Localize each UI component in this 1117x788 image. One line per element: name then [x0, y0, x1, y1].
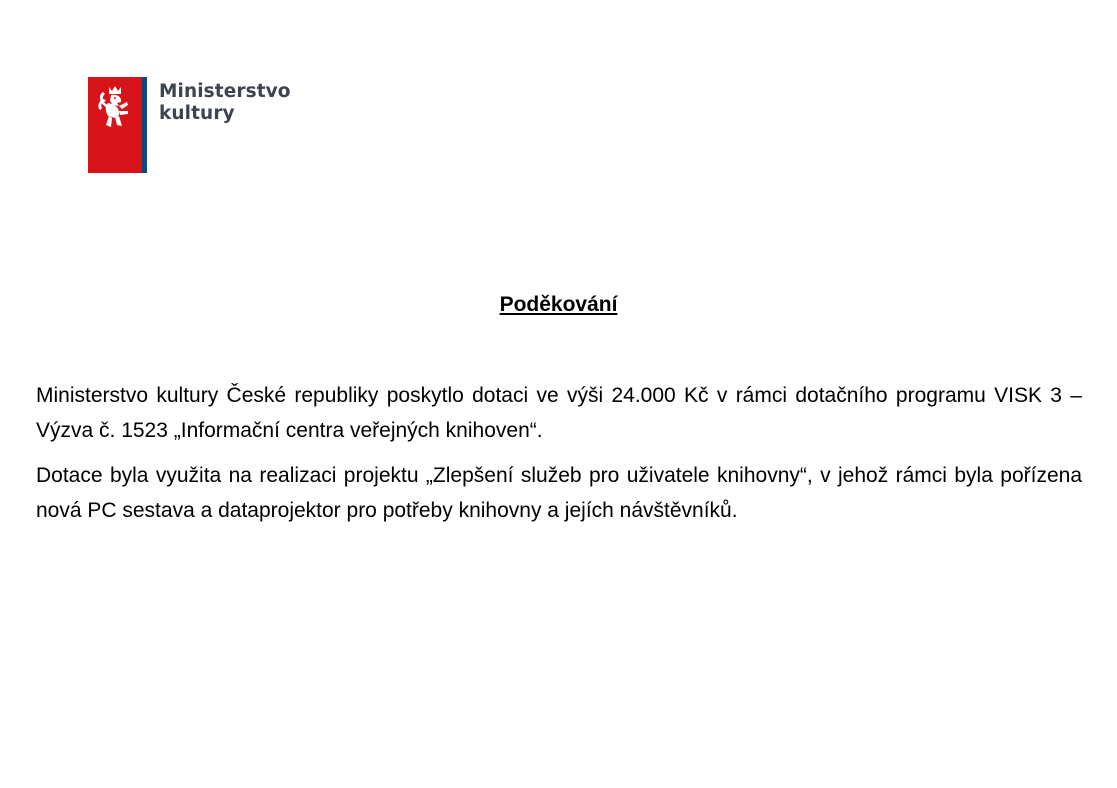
- logo-blue-stripe: [142, 77, 147, 173]
- body-text: [36, 378, 1082, 538]
- paragraph-project: Dotace byla využita na realizaci projektu „Zlepšení služeb pro uživatele knihovny“, v jehož rámci byla pořízena nová PC sestava a dataprojektor pro potřeby knihovny a jejích návštěvníků.: [36, 464, 1082, 522]
- paragraph-grant: Ministerstvo kultury České republiky poskytlo dotaci ve výši 24.000 Kč v rámci dotačního programu VISK 3 – Výzva č. 1523 „Informační centra veřejných knihoven“.: [36, 384, 1082, 442]
- page-title: Poděkování: [499, 293, 618, 316]
- logo-line-1: Ministerstvo: [159, 81, 291, 102]
- ministry-logo: [88, 77, 291, 173]
- logo-wordmark: [159, 81, 291, 125]
- lion-icon: [95, 85, 135, 131]
- logo-emblem: [88, 77, 142, 173]
- logo-line-2: kultury: [159, 103, 235, 124]
